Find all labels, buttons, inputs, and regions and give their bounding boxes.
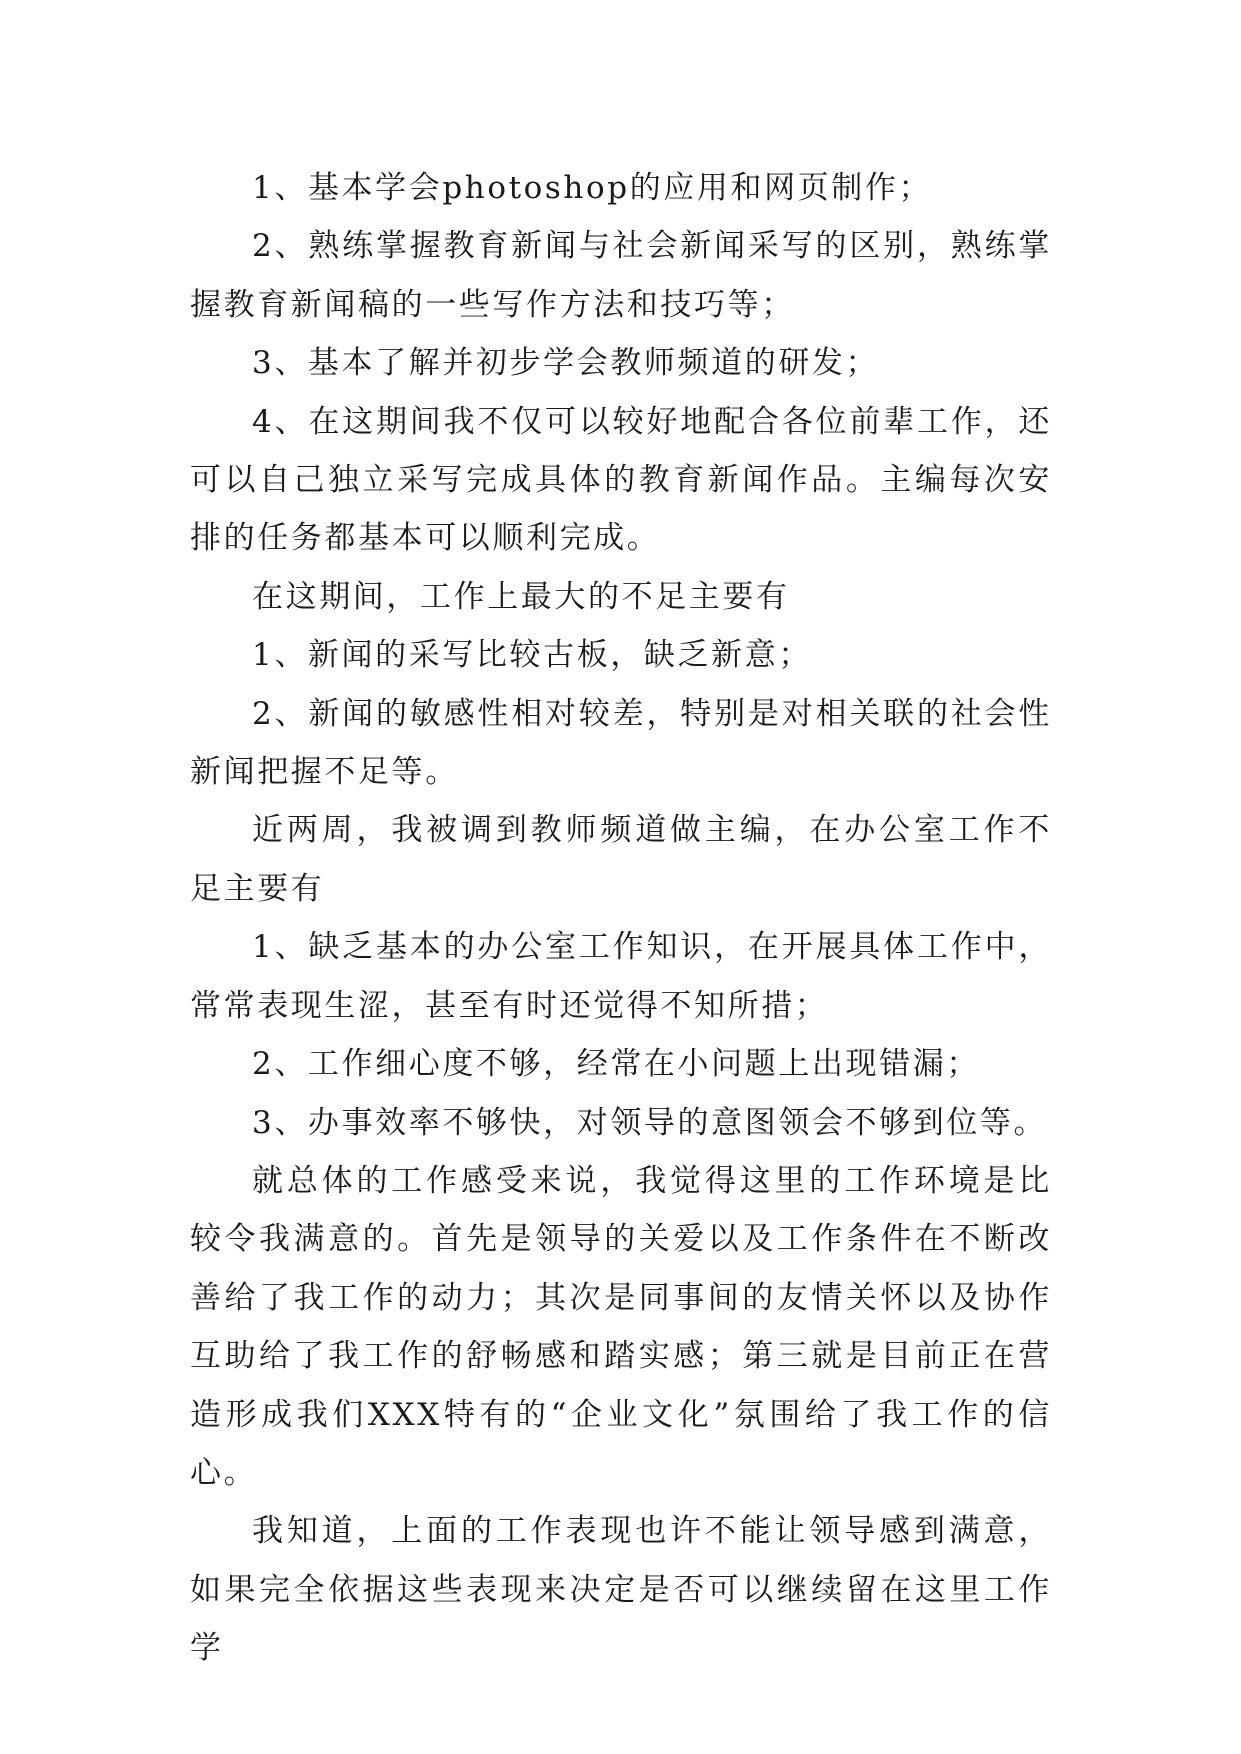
paragraph-6: 1、新闻的采写比较古板，缺乏新意； bbox=[252, 637, 812, 674]
paragraph-4: 4、在这期间我不仅可以较好地配合各位前辈工作，还可以自己独立采写完成具体的教育新闻作品。主编每次安排的任务都基本可以顺利完成。 bbox=[190, 403, 1052, 557]
paragraph-9: 1、缺乏基本的办公室工作知识，在开展具体工作中，常常表现生涩，甚至有时还觉得不知所措； bbox=[190, 929, 1052, 1024]
document-body bbox=[190, 159, 1052, 1678]
paragraph-7: 2、新闻的敏感性相对较差，特别是对相关联的社会性新闻把握不足等。 bbox=[190, 695, 1052, 791]
paragraph-5: 在这期间，工作上最大的不足主要有 bbox=[252, 578, 790, 615]
paragraph-8: 近两周，我被调到教师频道做主编，在办公室工作不足主要有 bbox=[190, 812, 1052, 907]
paragraph-1: 1、基本学会photoshop的应用和网页制作； bbox=[252, 170, 933, 206]
paragraph-13: 我知道，上面的工作表现也许不能让领导感到满意，如果完全依据这些表现来决定是否可以继续留在这里工作学 bbox=[190, 1513, 1052, 1667]
paragraph-3: 3、基本了解并初步学会教师频道的研发； bbox=[252, 345, 880, 382]
paragraph-12: 就总体的工作感受来说，我觉得这里的工作环境是比较令我满意的。首先是领导的关爱以及工作条件在不断改善给了我工作的动力；其次是同事间的友情关怀以及协作互助给了我工作的舒畅感和踏实感；第三就是目前正在营造形成我们XXX特有的“企业文化”氛围给了我工作的信心。 bbox=[190, 1162, 1052, 1491]
paragraph-11: 3、办事效率不够快，对领导的意图领会不够到位等。 bbox=[252, 1104, 1048, 1141]
paragraph-10: 2、工作细心度不够，经常在小问题上出现错漏； bbox=[252, 1046, 980, 1083]
paragraph-2: 2、熟练掌握教育新闻与社会新闻采写的区别，熟练掌握教育新闻稿的一些写作方法和技巧等； bbox=[190, 228, 1052, 323]
